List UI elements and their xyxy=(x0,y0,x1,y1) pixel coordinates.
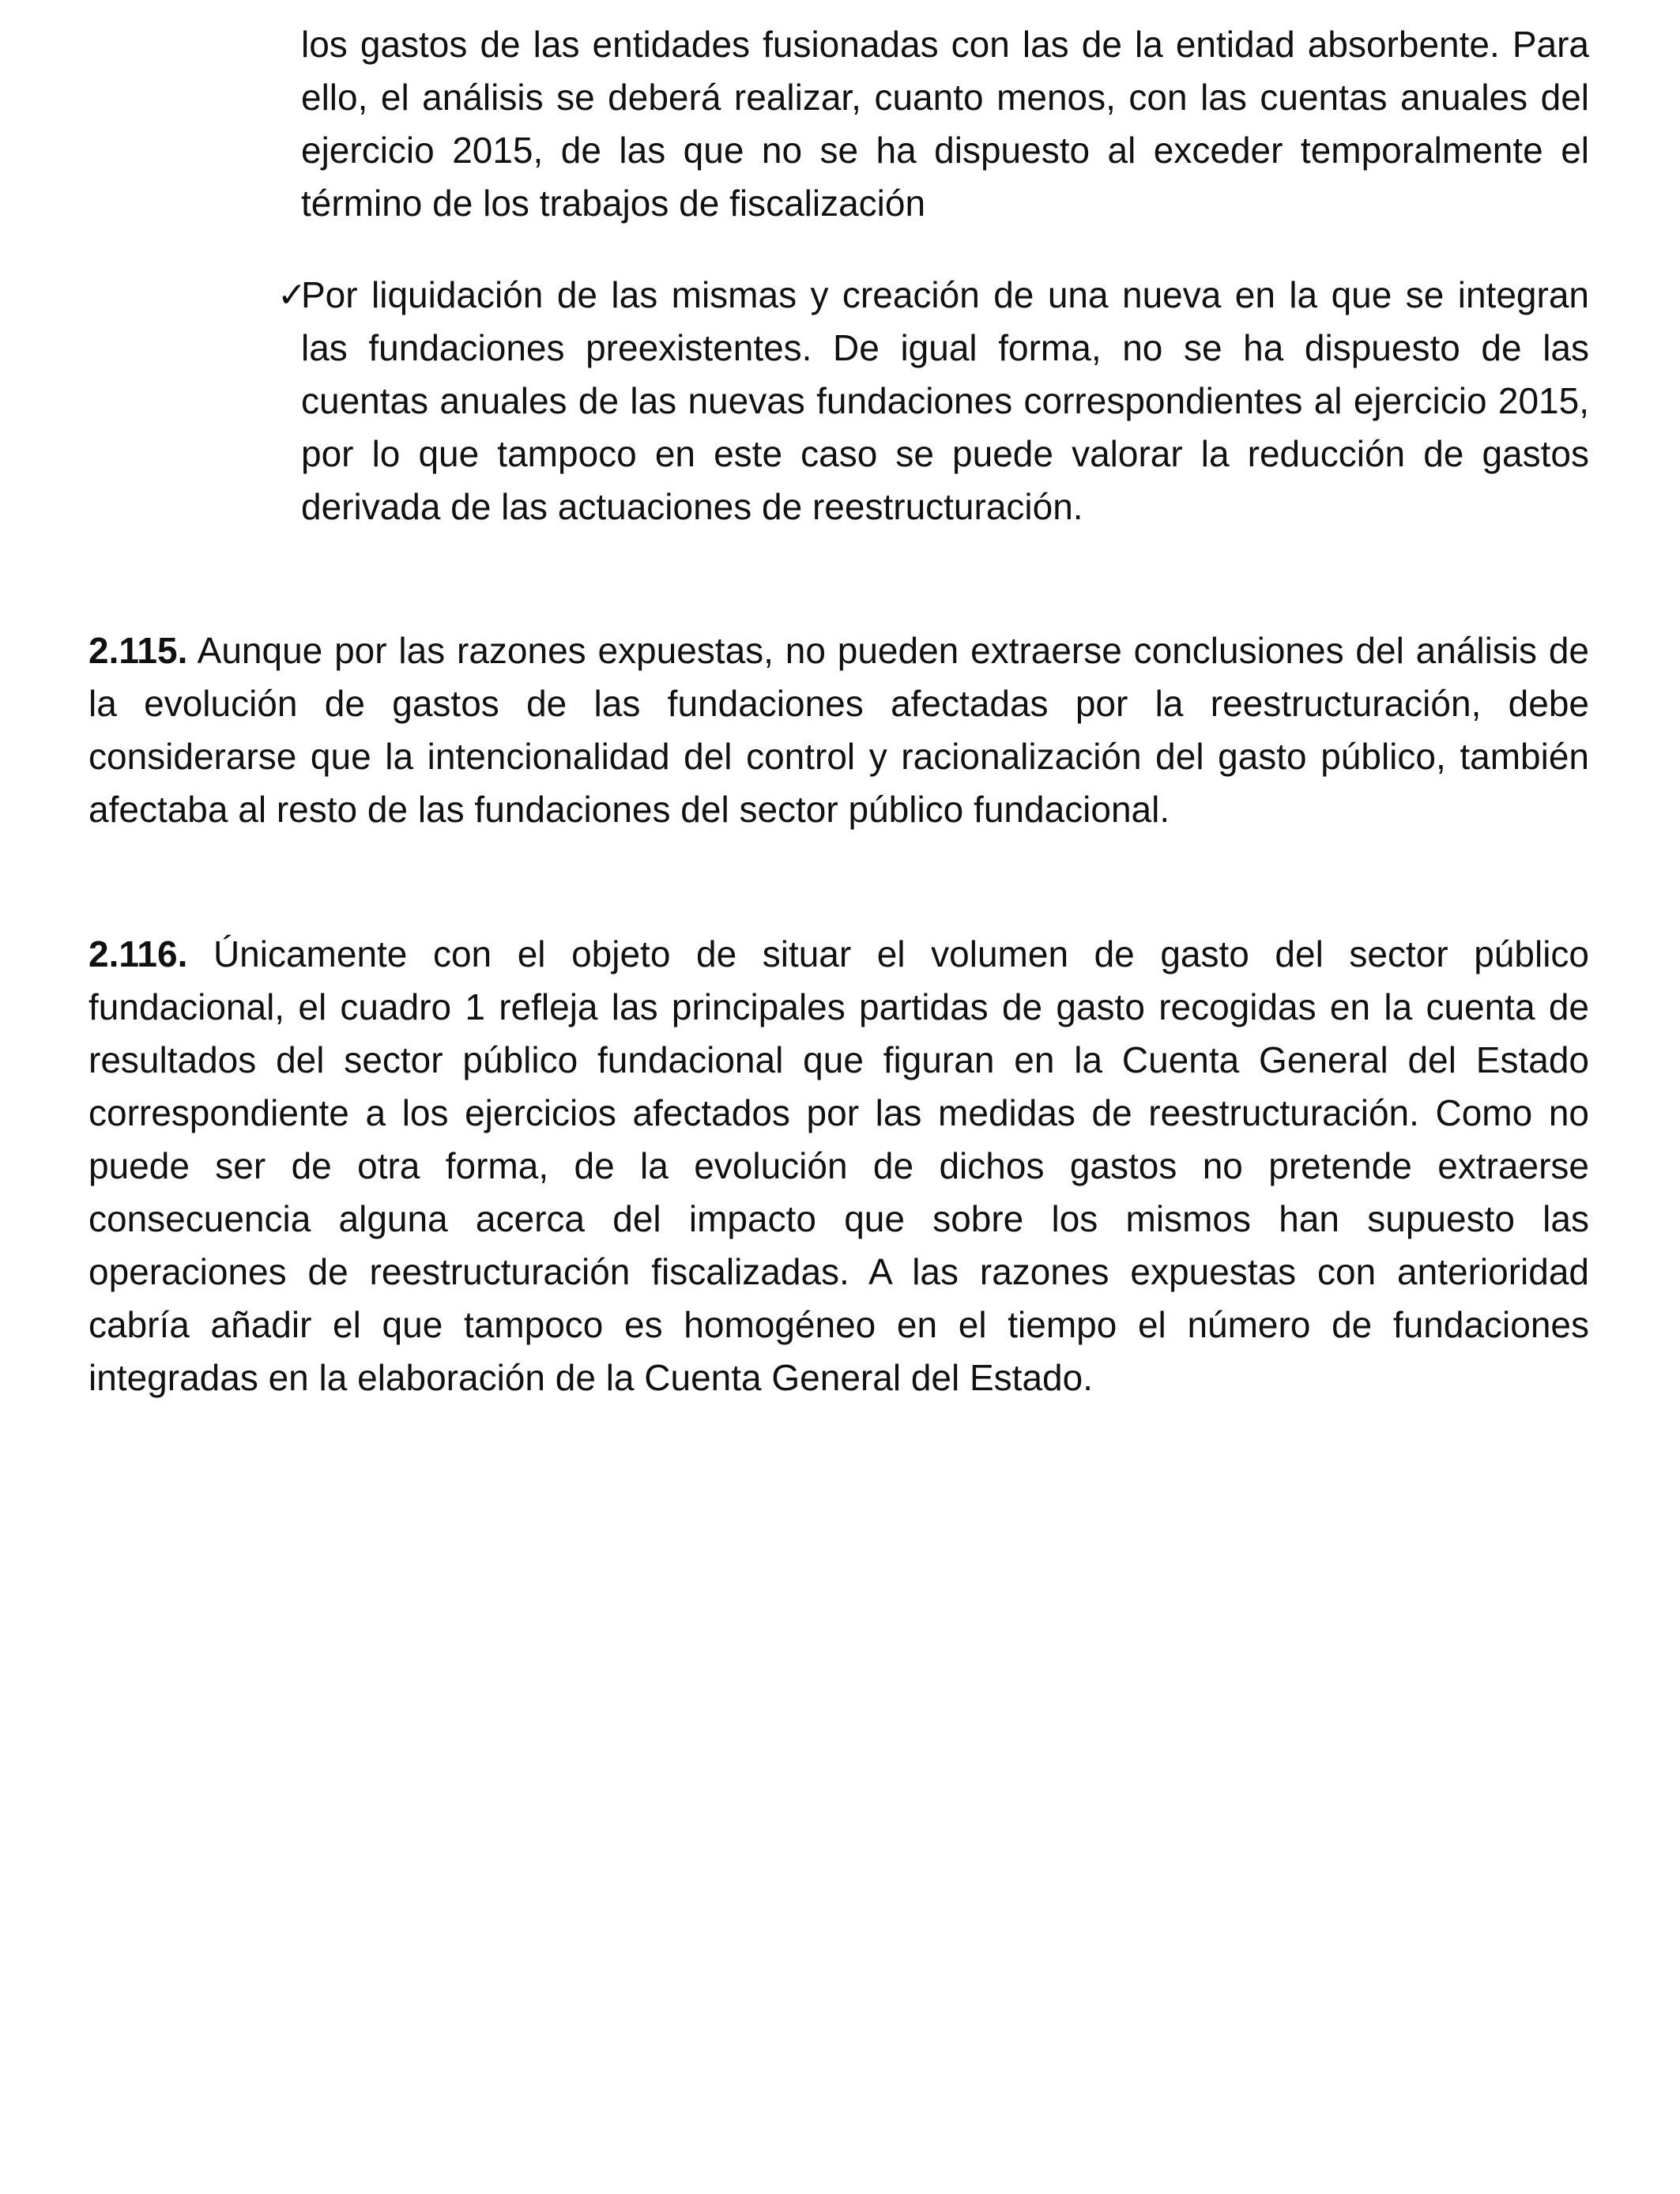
paragraph-text: Aunque por las razones expuestas, no pueden extraerse conclusiones del análisis de la evolución de gastos de las fundaciones afectadas por la reestructuración, debe considerarse que la intencionalidad del control y racionalización del gasto público, también afectaba al resto de las fundaciones del sector público fundacional. xyxy=(89,630,1590,830)
checkmark-icon: ✓ xyxy=(277,275,307,315)
paragraph-number: 2.116. xyxy=(89,933,188,974)
paragraph-2-115 xyxy=(89,624,1589,836)
paragraph-text: Únicamente con el objeto de situar el volumen de gasto del sector público fundacional, el cuadro 1 refleja las principales partidas de gasto recogidas en la cuenta de resultados del sector público fundacional que figuran en la Cuenta General del Estado correspondiente a los ejercicios afectados por las medidas de reestructuración. Como no puede ser de otra forma, de la evolución de dichos gastos no pretende extraerse consecuencia alguna acerca del impacto que sobre los mismos han supuesto las operaciones de reestructuración fiscalizadas. A las razones expuestas con anterioridad cabría añadir el que tampoco es homogéneo en el tiempo el número de fundaciones integradas en la elaboración de la Cuenta General del Estado. xyxy=(89,933,1589,1398)
bullet-item xyxy=(277,269,1589,533)
paragraph-2-116 xyxy=(89,928,1589,1404)
paragraph-number: 2.115. xyxy=(89,630,188,671)
continuation-paragraph: los gastos de las entidades fusionadas con las de la entidad absorbente. Para ello, el análisis se deberá realizar, cuanto menos, con las cuentas anuales del ejercicio 2015, de las que no se ha dispuesto al exceder temporalmente el término de los trabajos de fiscalización xyxy=(301,24,1589,224)
bullet-text: Por liquidación de las mismas y creación de una nueva en la que se integran las fundaciones preexistentes. De igual forma, no se ha dispuesto de las cuentas anuales de las nuevas fundaciones correspondientes al ejercicio 2015, por lo que tampoco en este caso se puede valorar la reducción de gastos derivada de las actuaciones de reestructuración. xyxy=(301,274,1589,527)
